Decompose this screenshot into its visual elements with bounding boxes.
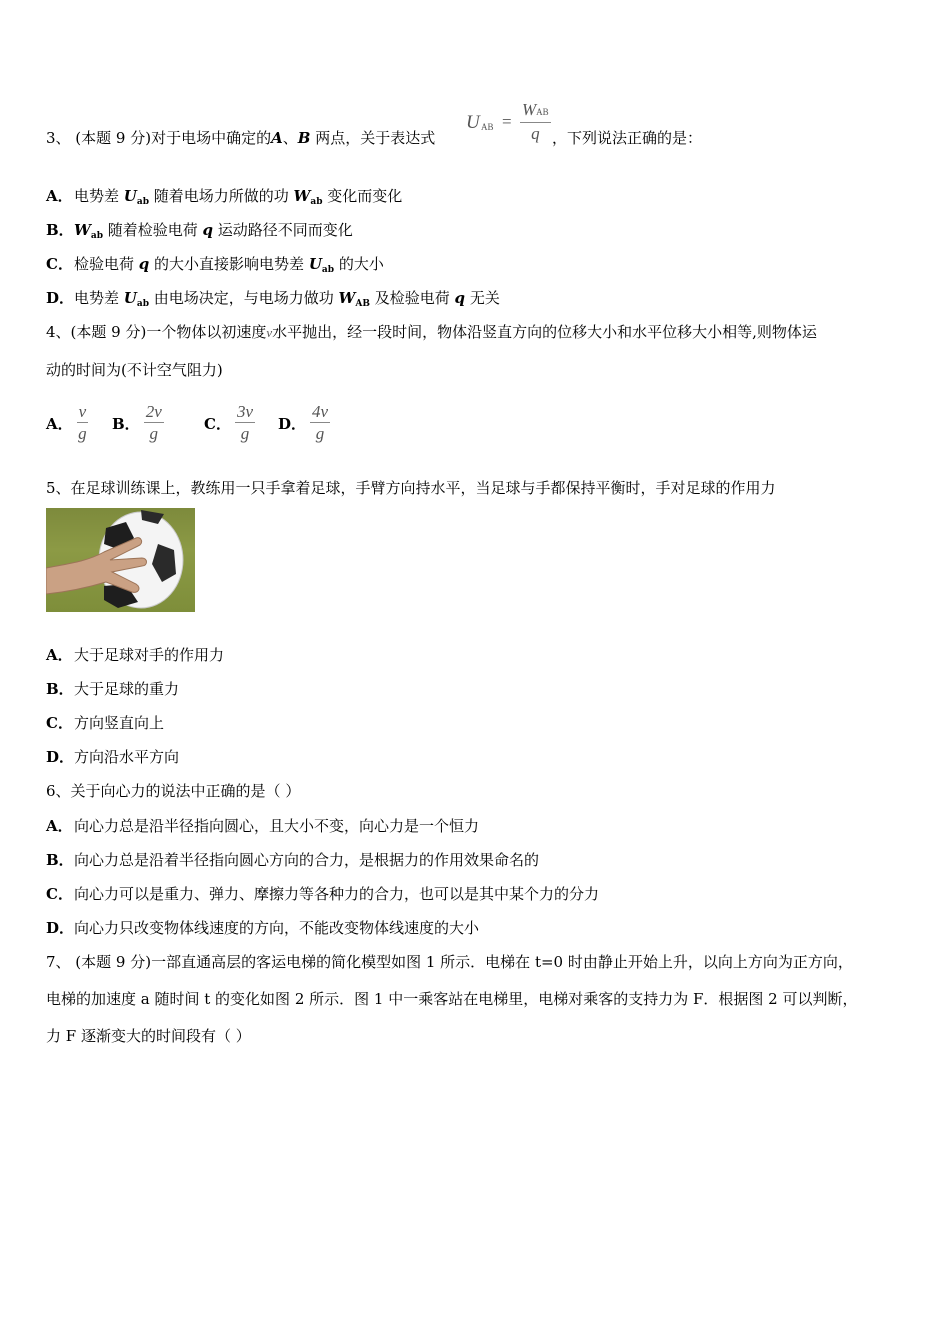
fraction (77, 402, 89, 445)
q3-stem-prefix: 3、 (本题 9 分)对于电场中确定的 (46, 129, 272, 147)
option-label: B． (46, 680, 74, 698)
option-label: C． (204, 415, 231, 433)
text: 随着检验电荷 (102, 221, 203, 239)
var-q: q (202, 221, 214, 239)
sub: ab (136, 299, 149, 309)
text: 变化而变化 (322, 187, 403, 205)
option-label: B． (112, 415, 140, 433)
q3-stem-suffix (552, 128, 702, 148)
soccer-ball-image (46, 508, 195, 612)
q5-option-d[interactable] (46, 747, 179, 767)
q4-stem-line1 (46, 322, 817, 343)
q7-stem-line3 (46, 1026, 251, 1046)
formula-w-sub: AB (536, 107, 549, 117)
option-label: D． (278, 415, 307, 433)
numerator: 4v (312, 402, 329, 421)
var-q: q (454, 289, 466, 307)
option-label: A． (46, 187, 73, 205)
numerator: v (78, 402, 87, 421)
option-text: 向心力只改变物体线速度的方向，不能改变物体线速度的大小 (74, 919, 480, 937)
option-label: C． (46, 714, 73, 732)
sub: AB (355, 299, 370, 309)
text: 水平抛出，经一段时间，物体沿竖直方向的位移大小和水平位移大小相等,则物体运 (272, 323, 817, 341)
numerator: 2v (145, 402, 162, 421)
fraction (235, 402, 255, 445)
q7-stem-line2 (46, 989, 857, 1009)
formula-numerator (520, 100, 551, 123)
q5-option-c[interactable] (46, 713, 164, 733)
text: 由电场决定，与电场力做功 (149, 289, 339, 307)
text: 的大小 (334, 255, 384, 273)
text: 4、(本题 9 分)一个物体以初速度 (46, 323, 267, 341)
q6-option-b[interactable] (46, 850, 539, 870)
text: 无关 (465, 289, 500, 307)
point-b: B (297, 129, 311, 147)
q5-option-b[interactable] (46, 679, 179, 699)
denominator: g (78, 424, 87, 443)
var-u: U (308, 255, 322, 273)
text: 5、在足球训练课上，教练用一只手拿着足球，手臂方向持水平，当足球与手都保持平衡时，手对足球的作用力 (46, 479, 776, 497)
soccer-ball-hand-illustration (46, 508, 195, 612)
option-text: 向心力可以是重力、弹力、摩擦力等各种力的合力，也可以是其中某个力的分力 (74, 885, 600, 903)
q3-stem-suffix-text: ，下列说法正确的是： (552, 129, 703, 147)
option-label: C． (46, 255, 73, 273)
q3-option-d[interactable] (46, 288, 500, 314)
option-text: 方向竖直向上 (74, 714, 165, 732)
q3-stem-mid: 两点，关于表达式 (310, 129, 436, 147)
option-label: C． (46, 885, 73, 903)
q3-stem (46, 128, 435, 148)
formula-w: W (522, 100, 537, 119)
denominator: g (315, 424, 325, 443)
text: 的大小直接影响电势差 (149, 255, 309, 273)
option-text: 方向沿水平方向 (74, 748, 180, 766)
option-label: D． (46, 289, 75, 307)
text: 及检验电荷 (370, 289, 455, 307)
text: 6、关于向心力的说法中正确的是（ ） (46, 782, 301, 800)
option-label: B． (46, 221, 74, 239)
sub: ab (136, 197, 149, 207)
option-label: D． (46, 919, 75, 937)
sep: 、 (282, 129, 298, 147)
option-text: 大于足球对手的作用力 (74, 646, 225, 664)
q5-stem (46, 478, 776, 498)
formula-u-sub: AB (481, 122, 494, 132)
var-v: v (266, 325, 273, 340)
q3-option-b[interactable] (46, 220, 353, 246)
text: 7、 (本题 9 分)一部直通高层的客运电梯的简化模型如图 1 所示．电梯在 t=0 时由静止开始上升，以向上方向为正方向， (46, 953, 853, 971)
var-u: U (123, 289, 137, 307)
text: 力 F 逐渐变大的时间段有（ ） (46, 1027, 251, 1045)
q4-option-b[interactable] (112, 402, 168, 445)
text: 随着电场力所做的功 (149, 187, 294, 205)
q5-option-a[interactable] (46, 645, 224, 665)
option-label: D． (46, 748, 75, 766)
numerator: 3v (236, 402, 253, 421)
option-text: 向心力总是沿半径指向圆心，且大小不变，向心力是一个恒力 (74, 817, 480, 835)
var-u: U (123, 187, 137, 205)
option-label: A． (46, 817, 73, 835)
q3-option-c[interactable] (46, 254, 384, 280)
formula-fraction (520, 100, 551, 145)
text: 运动路径不同而变化 (213, 221, 353, 239)
q3-option-a[interactable] (46, 186, 402, 212)
formula-eq: = (502, 112, 512, 131)
q4-option-c[interactable] (204, 402, 259, 445)
sub: ab (321, 265, 335, 275)
sub: ab (310, 197, 323, 207)
fraction (144, 402, 164, 445)
q6-stem (46, 781, 300, 801)
q4-stem-line2 (46, 360, 223, 380)
q6-option-c[interactable] (46, 884, 599, 904)
formula-denominator: q (531, 124, 540, 143)
option-text: 向心力总是沿着半径指向圆心方向的合力，是根据力的作用效果命名的 (74, 851, 540, 869)
text: 动的时间为(不计空气阻力) (46, 361, 223, 379)
var-w: W (293, 187, 311, 205)
var-q: q (138, 255, 150, 273)
option-label: A． (46, 646, 73, 664)
point-a: A (271, 129, 283, 147)
text: 电势差 (74, 187, 124, 205)
text: 检验电荷 (74, 255, 139, 273)
q4-option-a[interactable] (46, 402, 92, 445)
q4-option-d[interactable] (278, 402, 334, 445)
text: 电势差 (74, 289, 124, 307)
denominator: g (240, 424, 250, 443)
var-w: W (338, 289, 356, 307)
formula-u: U (466, 112, 480, 133)
q6-option-d[interactable] (46, 918, 479, 938)
text: 电梯的加速度 a 随时间 t 的变化如图 2 所示．图 1 中一乘客站在电梯里，电梯对乘客的支持力为 F．根据图 2 可以判断， (46, 990, 858, 1008)
q7-stem-line1 (46, 952, 853, 972)
fraction (310, 402, 330, 445)
q6-option-a[interactable] (46, 816, 479, 836)
var-w: W (74, 221, 91, 239)
option-label: A． (46, 415, 73, 433)
denominator: g (149, 424, 158, 443)
option-text: 大于足球的重力 (74, 680, 180, 698)
option-label: B． (46, 851, 74, 869)
sub: ab (90, 231, 103, 241)
